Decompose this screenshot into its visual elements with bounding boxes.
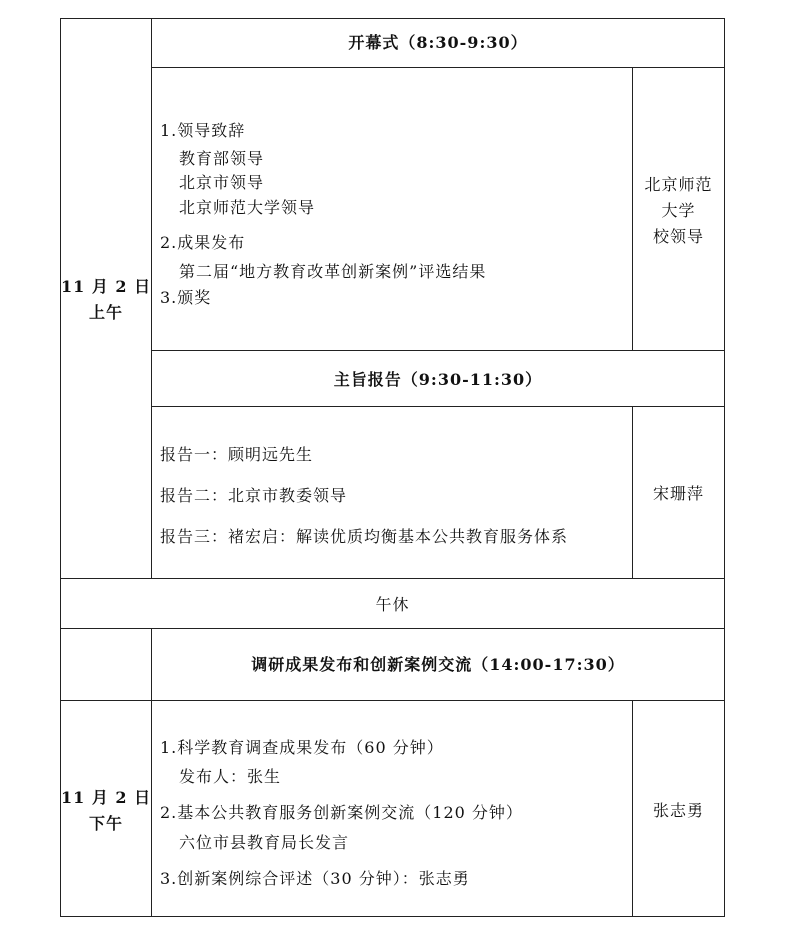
keynote-title: 主旨报告（9:30-11:30） (333, 370, 543, 389)
agenda-item: 教育部领导 (179, 149, 265, 168)
agenda-item: 2.基本公共教育服务创新案例交流（120 分钟） (160, 803, 523, 822)
keynote-host: 宋珊萍 (652, 484, 704, 503)
agenda-item: 3.颁奖 (160, 288, 212, 307)
agenda-item: 1.科学教育调查成果发布（60 分钟） (160, 738, 444, 757)
agenda-item: 第二届“地方教育改革创新案例”评选结果 (179, 262, 487, 281)
agenda-item: 北京市领导 (179, 173, 265, 192)
afternoon-period: 下午 (88, 814, 123, 833)
afternoon-date: 11 月 2 日 (61, 788, 152, 807)
opening-title: 开幕式（8:30-9:30） (348, 33, 528, 52)
agenda-item: 报告一：顾明远先生 (160, 445, 314, 464)
agenda-item: 2.成果发布 (160, 233, 246, 252)
morning-period: 上午 (88, 303, 123, 322)
agenda-item: 报告二：北京市教委领导 (160, 486, 348, 505)
morning-date: 11 月 2 日 (61, 277, 152, 296)
agenda-item: 1.领导致辞 (160, 121, 246, 140)
opening-host: 校领导 (652, 227, 704, 246)
afternoon-session-title: 调研成果发布和创新案例交流（14:00-17:30） (251, 655, 625, 674)
lunch-break: 午休 (375, 595, 410, 614)
opening-host: 北京师范 (644, 175, 713, 194)
agenda-item: 六位市县教育局长发言 (179, 833, 350, 852)
agenda-item: 3.创新案例综合评述（30 分钟）：张志勇 (160, 869, 470, 888)
agenda-item: 北京师范大学领导 (179, 198, 316, 217)
afternoon-host: 张志勇 (652, 801, 704, 820)
agenda-item: 报告三：褚宏启：解读优质均衡基本公共教育服务体系 (160, 527, 569, 546)
opening-host: 大学 (661, 201, 696, 220)
agenda-item: 发布人：张生 (179, 767, 282, 786)
